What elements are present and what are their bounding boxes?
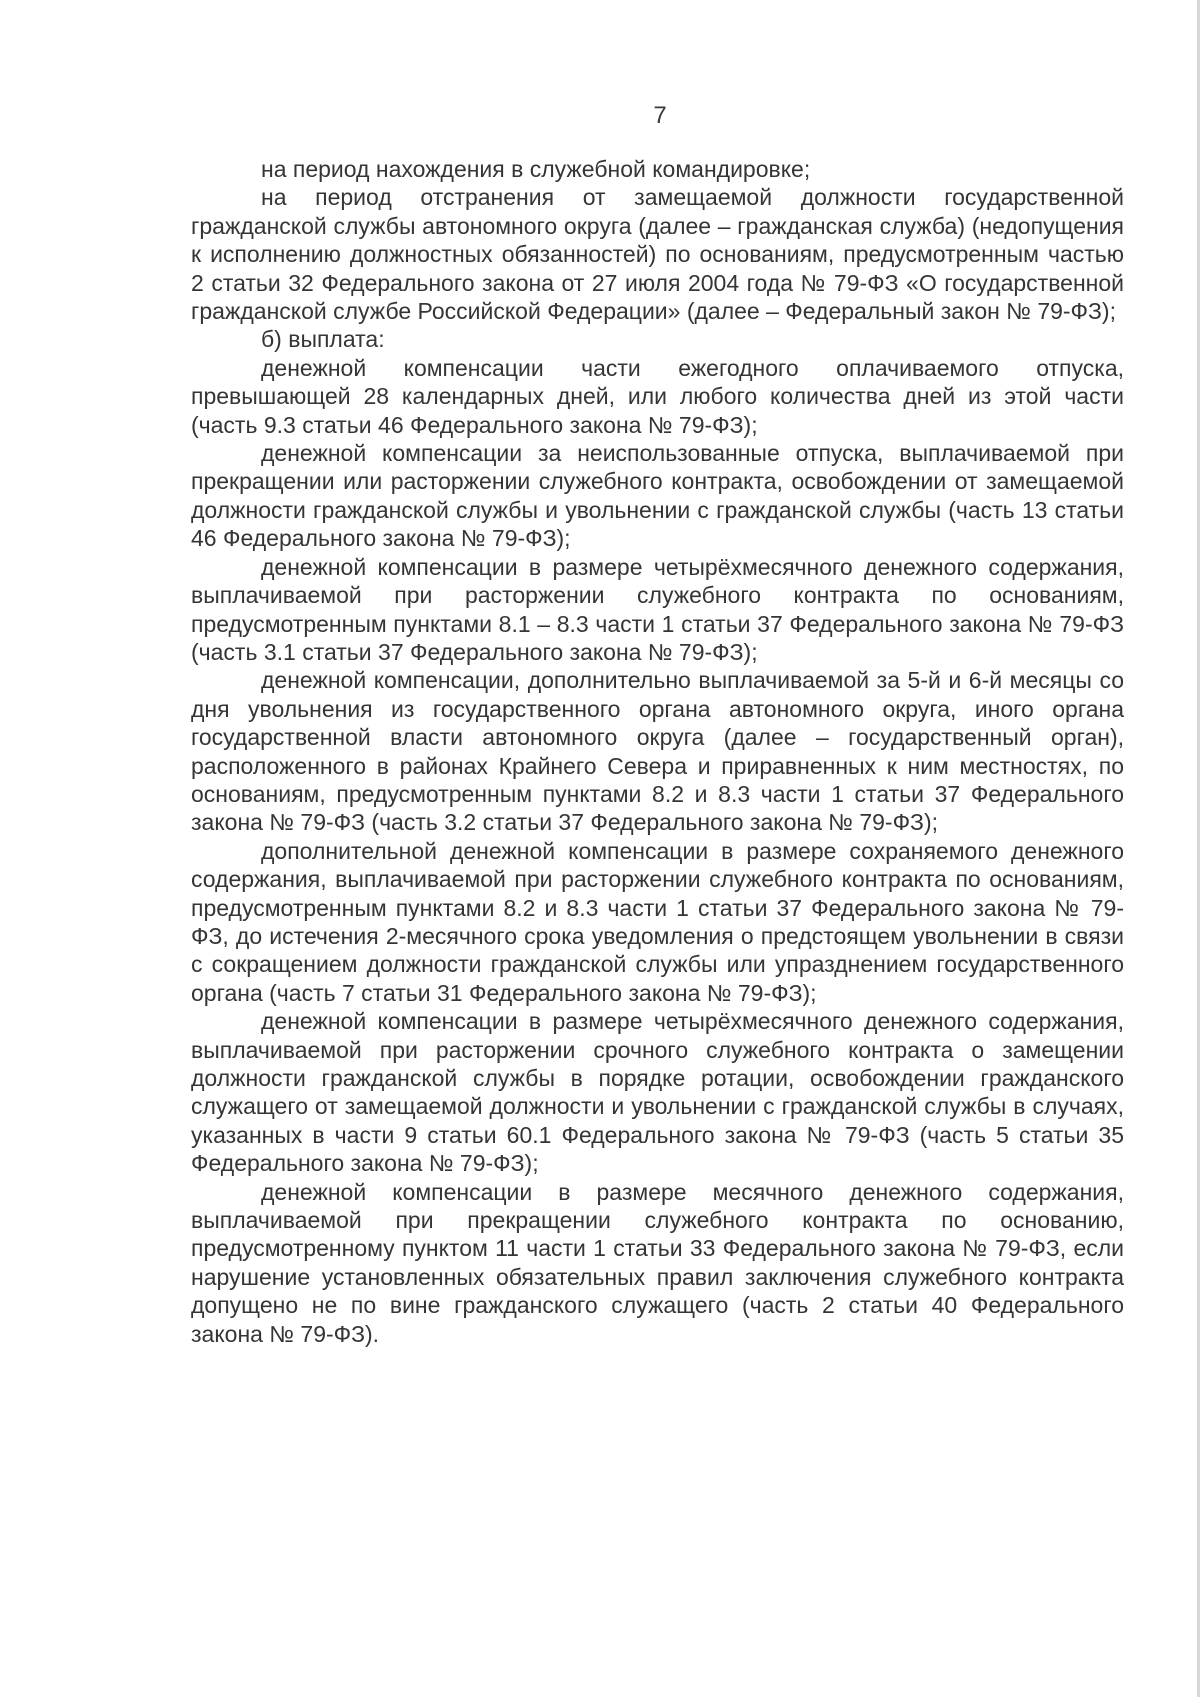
paragraph-additional-compensation: дополнительной денежной компенсации в размере сохраняемого денежного содержания, выплачиваемой при расторжении служебного контракта по основаниям, предусмотренным пунктами 8.2 и 8.3 части 1 статьи 37 Федерального закона № 79-ФЗ, до истечения 2-месячного срока уведомления о предстоящем увольнении в связи с сокращением должности гражданской службы или упразднением государственного органа (часть 7 статьи 31 Федерального закона № 79-ФЗ); [191, 837, 1124, 1006]
paragraph-subitem-b: б) выплата: [261, 326, 385, 353]
paragraph-business-trip: на период нахождения в служебной командировке; [261, 156, 811, 182]
paragraph-unused-leave-compensation: денежной компенсации за неиспользованные отпуска, выплачиваемой при прекращении или расторжении служебного контракта, освобождении от замещаемой должности гражданской службы и увольнении с гражданской службы (часть 13 статьи 46 Федерального закона № 79-ФЗ); [191, 440, 1124, 552]
paragraph-annual-leave-compensation: денежной компенсации части ежегодного оплачиваемого отпуска, превышающей 28 календарных дней, или любого количества дней из этой части (часть 9.3 статьи 46 Федерального закона № 79-ФЗ); [191, 354, 1124, 438]
paragraph-monthly-compensation: денежной компенсации в размере месячного денежного содержания, выплачиваемой при прекращении служебного контракта по основанию, предусмотренному пунктом 11 части 1 статьи 33 Федерального закона № 79-ФЗ, если нарушение установленных обязательных правил заключения служебного контракта допущено не по вине гражданского служащего (часть 2 статьи 40 Федерального закона № 79-ФЗ). [191, 1178, 1124, 1347]
paragraph-far-north-compensation: денежной компенсации, дополнительно выплачиваемой за 5-й и 6-й месяцы со дня увольнения из государственного органа автономного округа, иного органа государственной власти автономного округа (далее – государственный орган), расположенного в районах Крайнего Севера и приравненных к ним местностях, по основаниям, предусмотренным пунктами 8.2 и 8.3 части 1 статьи 37 Федерального закона № 79-ФЗ (часть 3.2 статьи 37 Федерального закона № 79-ФЗ); [191, 667, 1124, 836]
paragraph-suspension: на период отстранения от замещаемой должности государственной гражданской службы автономного округа (далее – гражданская служба) (недопущения к исполнению должностных обязанностей) по основаниям, предусмотренным частью 2 статьи 32 Федерального закона от 27 июля 2004 года № 79-ФЗ «О государственной гражданской службе Российской Федерации» (далее – Федеральный закон № 79-ФЗ); [191, 184, 1124, 325]
paragraph-four-month-compensation: денежной компенсации в размере четырёхмесячного денежного содержания, выплачиваемой при расторжении служебного контракта по основаниям, предусмотренным пунктами 8.1 – 8.3 части 1 статьи 37 Федерального закона № 79-ФЗ (часть 3.1 статьи 37 Федерального закона № 79-ФЗ); [191, 553, 1124, 665]
page-number: 7 [653, 102, 667, 129]
paragraph-rotation-compensation: денежной компенсации в размере четырёхмесячного денежного содержания, выплачиваемой при расторжении срочного служебного контракта о замещении должности гражданской службы в порядке ротации, освобождении гражданского служащего от замещаемой должности и увольнении с гражданской службы в случаях, указанных в части 9 статьи 60.1 Федерального закона № 79-ФЗ (часть 5 статьи 35 Федерального закона № 79-ФЗ); [191, 1008, 1124, 1177]
document-body [191, 155, 1124, 1348]
